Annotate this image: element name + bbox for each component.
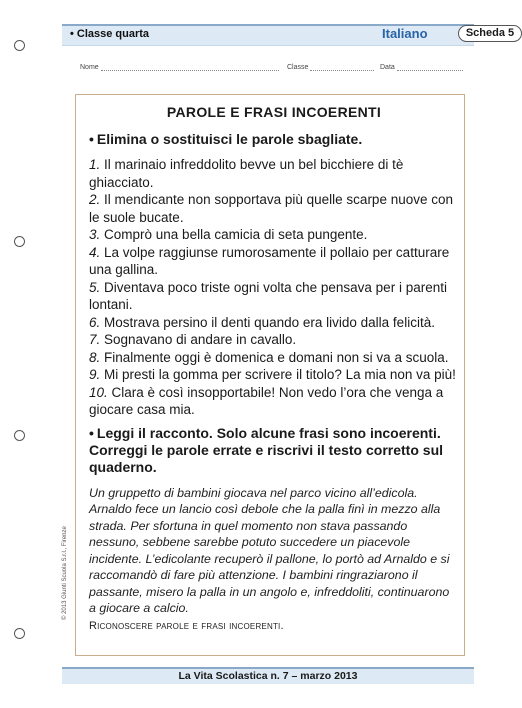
item-text: Sognavano di andare in cavallo. [100,332,297,347]
footer-bar [62,667,474,684]
binder-hole-3 [14,430,25,441]
instruction-1-text: Elimina o sostituisci le parole sbagliate. [96,131,363,147]
item-text: Mostrava persino il denti quando era livido dalla felicità. [100,314,435,330]
copyright-note: © 2013 Giunti Scuola S.r.l., Firenze [62,526,68,620]
class-level-label: • Classe quarta [70,28,150,40]
binder-hole-1 [14,40,25,51]
bullet-icon: • [89,424,94,441]
item-text: Il mendicante non sopportava più quelle scarpe nuove con le suole bucate. [89,192,453,225]
item-number: 8. [89,349,101,365]
list-item [89,366,459,384]
list-item [89,226,459,244]
list-item [89,384,459,419]
item-text: Comprò una bella camicia di seta pungente. [100,227,368,242]
item-number: 1. [89,157,101,172]
item-number: 2. [89,192,101,207]
list-item [89,349,459,367]
list-item [89,314,459,332]
item-text: Finalmente oggi è domenica e domani non si va a scuola. [100,349,449,365]
name-label: Nome [80,64,99,71]
instruction-2 [89,425,459,476]
item-number: 3. [89,227,101,242]
class-field [287,64,374,71]
exercise-content [89,104,459,632]
name-field [80,64,279,71]
instruction-1 [89,131,459,148]
sentence-list [89,156,459,419]
item-number: 6. [89,314,101,330]
item-number: 4. [89,244,101,260]
subject-title: Italiano [382,26,428,41]
instruction-2-text: Leggi il racconto. Solo alcune frasi sono incoerenti. Correggi le parole errate e riscrivi il testo corretto sul quaderno. [89,424,444,475]
learning-objective: Riconoscere parole e frasi incoerenti. [89,619,284,632]
binder-hole-2 [14,236,25,247]
item-text: Diventava poco triste ogni volta che pensava per i parenti lontani. [89,279,447,312]
class-label: Classe [287,64,309,71]
item-text: Il marinaio infreddolito bevve un bel bicchiere di tè ghiacciato. [89,157,404,190]
binder-hole-4 [14,628,25,639]
item-text: Clara è così insopportabile! Non vedo l’ora che venga a giocare casa mia. [89,384,444,417]
date-field [380,64,463,71]
item-number: 10. [89,384,108,400]
footer-citation: La Vita Scolastica n. 7 – marzo 2013 [178,670,358,682]
story-text: Un gruppetto di bambini giocava nel parco vicino all’edicola. Arnaldo fece un lancio così debole che la palla finì in mezzo alla strada. Per sfortuna in quel momento non stava passando nessuno, sebbene sarebbe potuto succedere un piacevole incidente. L’edicolante recuperò il pallone, lo portò ad Arnaldo e si raccomandò di fare più attenzione. I bambini ringraziarono il passante, misero la palla in un angolo e, infreddoliti, continuarono a giocare a calcio. [89,485,450,615]
item-number: 5. [89,279,101,295]
item-number: 9. [89,367,101,382]
list-item [89,191,459,226]
item-text: La volpe raggiunse rumorosamente il pollaio per catturare una gallina. [89,244,450,277]
list-item [89,331,459,349]
bullet-icon: • [89,131,94,147]
exercise-title: PAROLE E FRASI INCOERENTI [166,104,382,120]
item-number: 7. [89,332,101,347]
date-label: Data [380,64,395,71]
header-bar [62,24,515,46]
item-text: Mi presti la gomma per scrivere il titolo? La mia non va più! [100,367,456,382]
list-item [89,279,459,314]
list-item [89,156,459,191]
sheet-badge: Scheda 5 [458,25,522,42]
list-item [89,244,459,279]
